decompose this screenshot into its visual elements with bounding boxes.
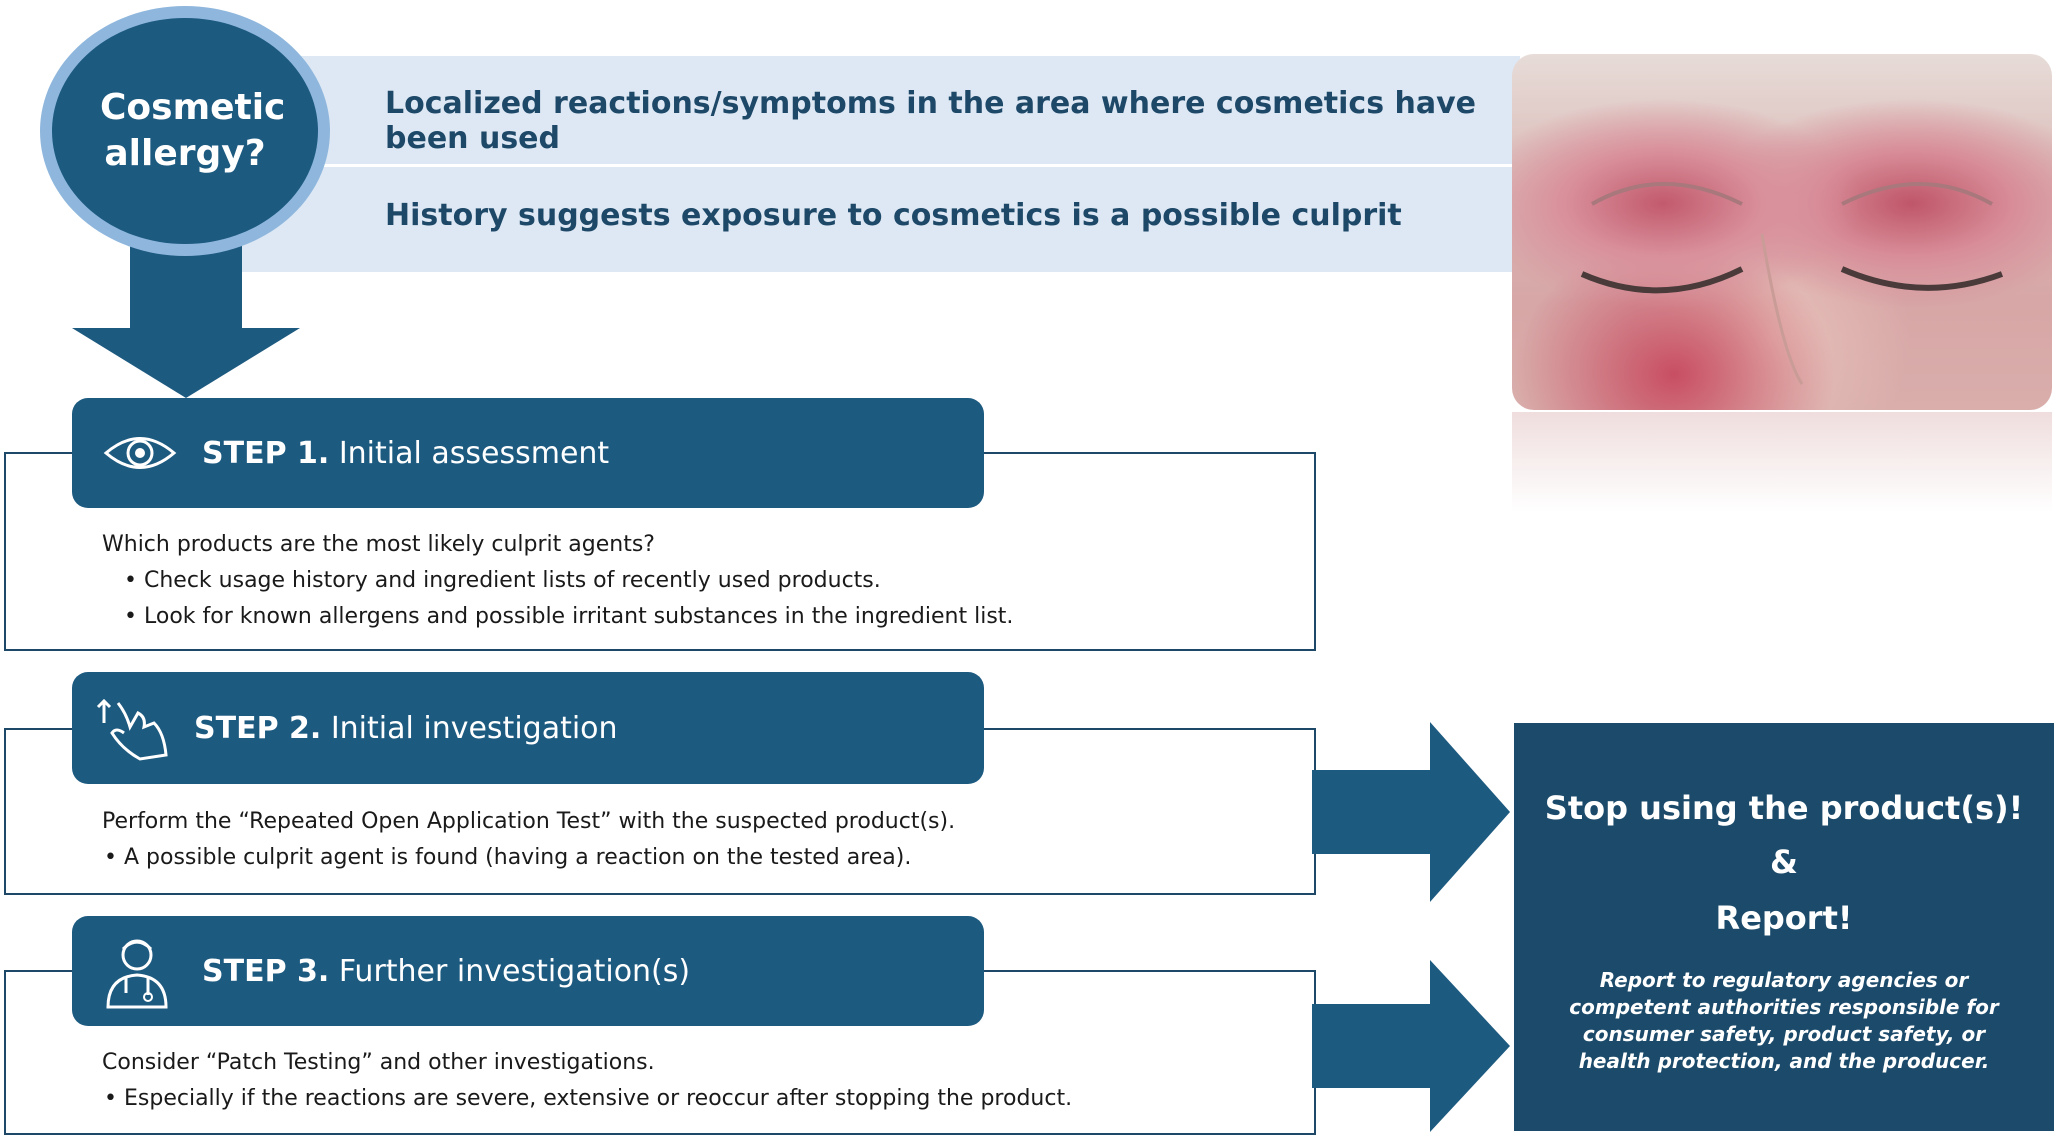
criteria-divider — [300, 164, 1520, 167]
result-stop: Stop using the product(s)! — [1544, 789, 2024, 827]
step-2-title: Initial investigation — [330, 710, 618, 746]
step-3-title: Further investigation(s) — [338, 953, 691, 989]
step-3-header — [72, 916, 984, 1026]
result-report: Report! — [1715, 899, 1853, 937]
step-3-body — [102, 1045, 1292, 1117]
page-title: Cosmetic allergy? — [100, 87, 286, 174]
step-2-header — [72, 672, 984, 784]
step-1-bullet: • Check usage history and ingredient lists of recently used products. — [122, 563, 1292, 599]
patient-photo — [1512, 54, 2052, 410]
right-arrow-lower — [1312, 960, 1517, 1132]
step-3-num: STEP 3. — [202, 953, 330, 989]
step-2-num: STEP 2. — [194, 710, 322, 746]
step-1-header — [72, 398, 984, 508]
cosmetic-allergy-circle — [40, 6, 330, 256]
hand-touch-icon — [92, 693, 172, 763]
step-3-bullet: • Especially if the reactions are severe, extensive or reoccur after stopping the product. — [102, 1081, 1292, 1117]
criteria-item-localized: Localized reactions/symptoms in the area where cosmetics have been used — [385, 86, 1477, 156]
step-2-lead: Perform the “Repeated Open Application Test” with the suspected product(s). — [102, 809, 956, 834]
eye-icon — [100, 428, 180, 478]
step-2-body — [102, 804, 1292, 876]
result-amp: & — [1770, 843, 1798, 881]
step-1-bullet: • Look for known allergens and possible irritant substances in the ingredient list. — [122, 599, 1292, 635]
step-1-num: STEP 1. — [202, 435, 330, 471]
photo-reflection — [1512, 412, 2052, 512]
step-3-lead: Consider “Patch Testing” and other investigations. — [102, 1050, 655, 1075]
result-note: Report to regulatory agencies or competent authorities responsible for consumer safety, product safety, or health protection, and the producer. — [1569, 968, 1999, 1073]
criteria-item-history: History suggests exposure to cosmetics is a possible culprit — [385, 198, 1402, 233]
step-1-lead: Which products are the most likely culprit agents? — [102, 532, 655, 557]
step-1-title: Initial assessment — [338, 435, 610, 471]
result-box — [1514, 723, 2054, 1131]
step-2-bullet: • A possible culprit agent is found (having a reaction on the tested area). — [102, 840, 1292, 876]
eyes-drawing — [1512, 54, 2052, 410]
doctor-icon — [102, 933, 172, 1009]
right-arrow-upper — [1312, 722, 1517, 902]
step-1-body — [102, 527, 1292, 635]
